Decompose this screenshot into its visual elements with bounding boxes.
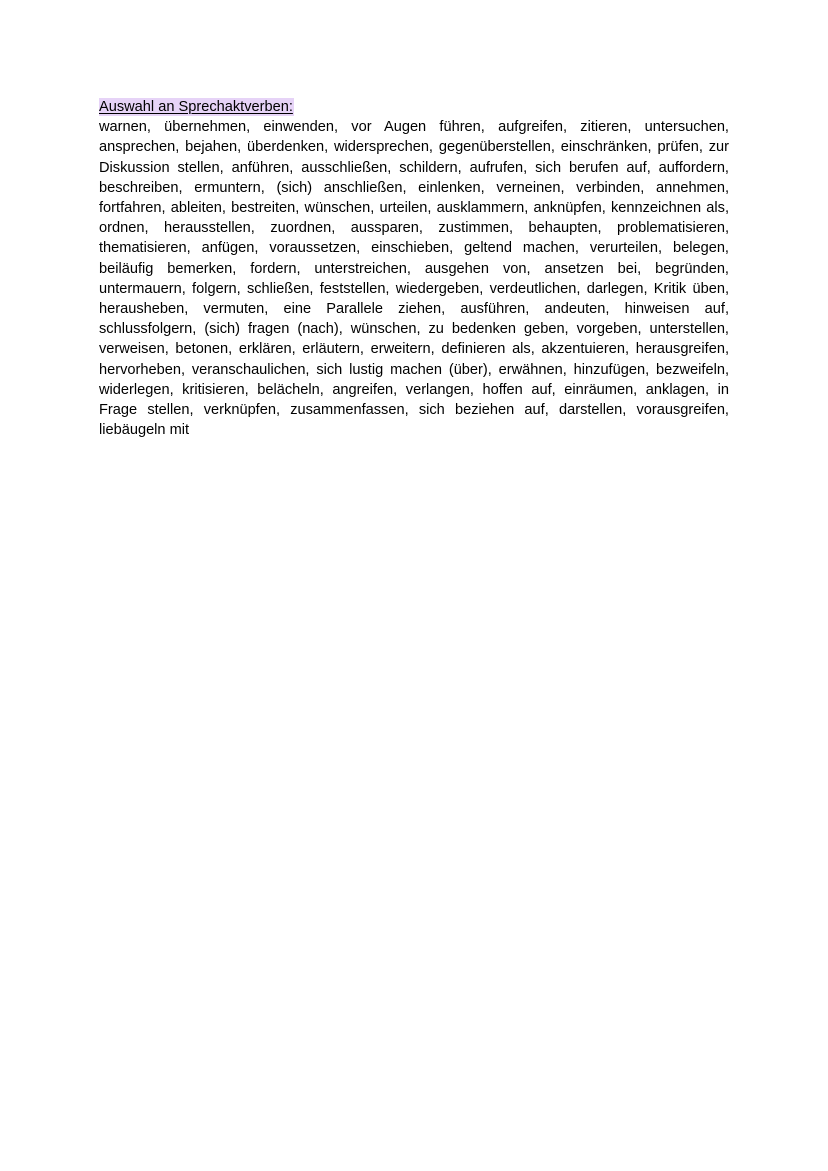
heading-line bbox=[99, 97, 729, 117]
section-heading: Auswahl an Sprechaktverben: bbox=[99, 99, 293, 115]
document-content bbox=[99, 97, 729, 440]
verb-list-paragraph: warnen, übernehmen, einwenden, vor Augen führen, aufgreifen, zitieren, untersuchen, ansprechen, bejahen, überdenken, widersprechen, gegenüberstellen, einschränken, prüfen, zur Diskussion stellen, anführen, ausschließen, schildern, aufrufen, sich berufen auf, auffordern, beschreiben, ermuntern, (sich) anschließen, einlenken, verneinen, verbinden, annehmen, fortfahren, ableiten, bestreiten, wünschen, urteilen, ausklammern, anknüpfen, kennzeichnen als, ordnen, herausstellen, zuordnen, aussparen, zustimmen, behaupten, problematisieren, thematisieren, anfügen, voraussetzen, einschieben, geltend machen, verurteilen, belegen, beiläufig bemerken, fordern, unterstreichen, ausgehen von, ansetzen bei, begründen, untermauern, folgern, schließen, feststellen, wiedergeben, verdeutlichen, darlegen, Kritik üben, herausheben, vermuten, eine Parallele ziehen, ausführen, andeuten, hinweisen auf, schlussfolgern, (sich) fragen (nach), wünschen, zu bedenken geben, vorgeben, unterstellen, verweisen, betonen, erklären, erläutern, erweitern, definieren als, akzentuieren, herausgreifen, hervorheben, veranschaulichen, sich lustig machen (über), erwähnen, hinzufügen, bezweifeln, widerlegen, kritisieren, belächeln, angreifen, verlangen, hoffen auf, einräumen, anklagen, in Frage stellen, verknüpfen, zusammenfassen, sich beziehen auf, darstellen, vorausgreifen, liebäugeln mit bbox=[99, 119, 729, 439]
